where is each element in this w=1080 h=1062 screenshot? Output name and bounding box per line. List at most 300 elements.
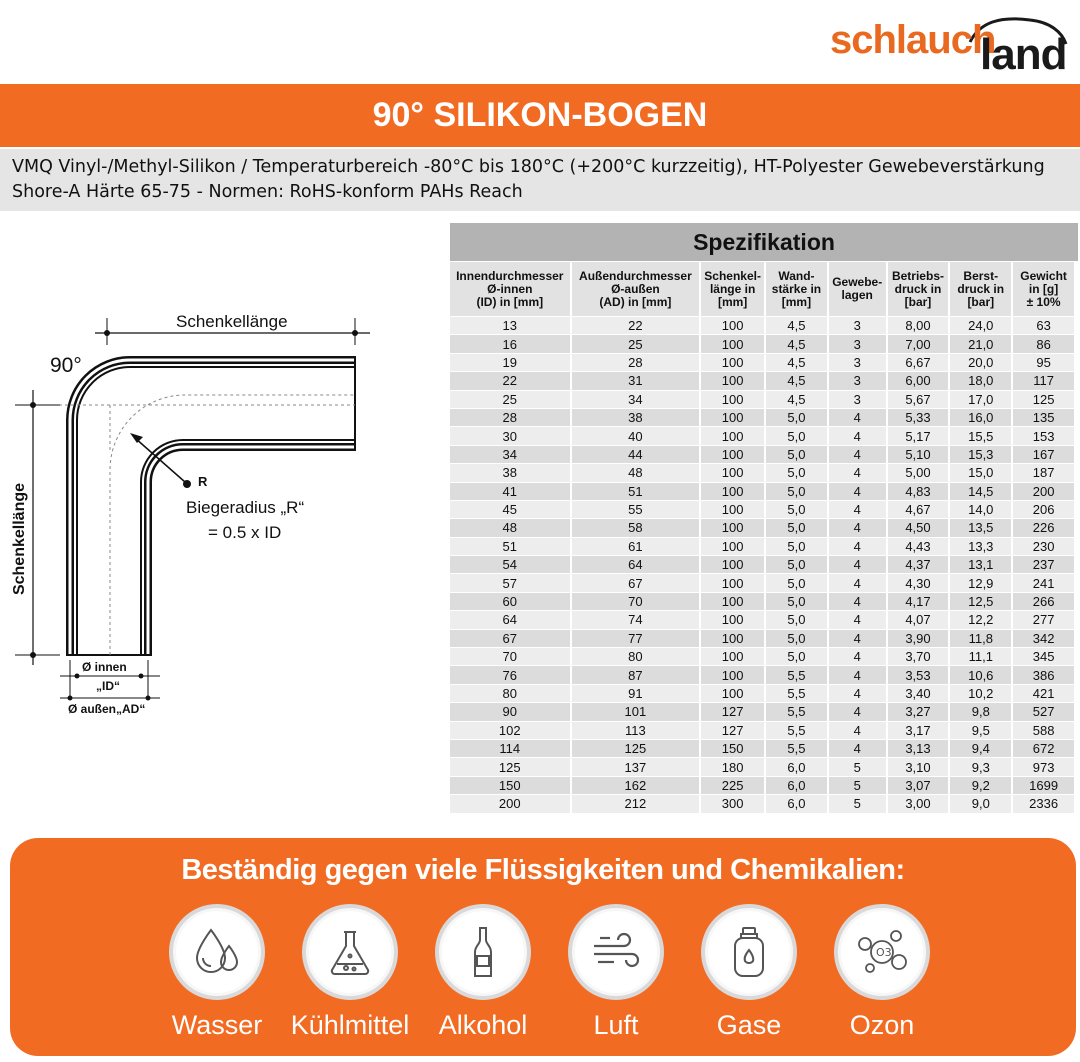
table-cell: 4 <box>829 483 886 500</box>
table-cell: 4 <box>829 538 886 555</box>
table-cell: 80 <box>450 685 570 702</box>
logo-text-dark: land <box>980 30 1067 79</box>
table-cell: 15,3 <box>950 446 1011 463</box>
table-header-line: druck in <box>894 281 942 296</box>
page-title: 90° SILIKON-BOGEN <box>372 96 708 134</box>
table-cell: 31 <box>572 372 700 389</box>
table-cell: 58 <box>572 519 700 536</box>
table-cell: 3,27 <box>888 703 949 720</box>
table-cell: 4,30 <box>888 574 949 591</box>
table-header-line: Wand- <box>778 268 815 283</box>
table-cell: 11,1 <box>950 648 1011 665</box>
table-cell: 4 <box>829 427 886 444</box>
table-header-line: Berst- <box>963 268 999 283</box>
table-cell: 15,5 <box>950 427 1011 444</box>
table-cell: 4,5 <box>766 354 827 371</box>
resistance-item-alkohol <box>423 898 543 1058</box>
table-cell: 6,0 <box>766 795 827 812</box>
table-cell: 95 <box>1013 354 1074 371</box>
brand-logo <box>830 8 1070 80</box>
table-cell: 3 <box>829 391 886 408</box>
table-cell: 101 <box>572 703 700 720</box>
table-row <box>450 574 1074 591</box>
table-cell: 5,0 <box>766 611 827 628</box>
table-cell: 10,6 <box>950 666 1011 683</box>
table-cell: 4,67 <box>888 501 949 518</box>
table-cell: 237 <box>1013 556 1074 573</box>
table-cell: 135 <box>1013 409 1074 426</box>
table-cell: 4 <box>829 722 886 739</box>
table-cell: 16 <box>450 335 570 352</box>
table-cell: 113 <box>572 722 700 739</box>
bend-radius-formula: = 0.5 x ID <box>208 523 282 542</box>
table-cell: 5,0 <box>766 648 827 665</box>
table-cell: 5,0 <box>766 483 827 500</box>
resistance-item-wasser <box>157 898 277 1058</box>
table-cell: 5,0 <box>766 501 827 518</box>
table-cell: 125 <box>1013 391 1074 408</box>
table-cell: 57 <box>450 574 570 591</box>
leg-length-top-label: Schenkellänge <box>176 312 288 331</box>
table-cell: 4,50 <box>888 519 949 536</box>
table-header-line: lagen <box>841 288 873 302</box>
table-header-line: Schenkel- <box>704 268 761 283</box>
table-cell: 4,83 <box>888 483 949 500</box>
table-cell: 3,90 <box>888 630 949 647</box>
outer-diameter-label: Ø außen„AD“ <box>68 702 146 716</box>
wind-icon <box>568 904 664 1000</box>
table-cell: 153 <box>1013 427 1074 444</box>
table-cell: 7,00 <box>888 335 949 352</box>
table-row <box>450 538 1074 555</box>
table-body <box>450 317 1074 813</box>
table-cell: 100 <box>701 648 764 665</box>
table-header-line: Ø-außen <box>611 281 660 296</box>
table-cell: 3,10 <box>888 758 949 775</box>
table-cell: 421 <box>1013 685 1074 702</box>
table-cell: 13,5 <box>950 519 1011 536</box>
table-cell: 127 <box>701 703 764 720</box>
table-header-line: Betriebs- <box>891 268 944 283</box>
table-header-line: Gewebe- <box>832 275 883 289</box>
table-cell: 51 <box>450 538 570 555</box>
table-cell: 20,0 <box>950 354 1011 371</box>
table-header-cell <box>1013 262 1074 316</box>
resistance-banner <box>10 838 1076 1056</box>
table-cell: 34 <box>450 446 570 463</box>
table-cell: 60 <box>450 593 570 610</box>
table-cell: 100 <box>701 630 764 647</box>
spec-grid <box>448 261 1076 814</box>
table-header-line: Gewicht <box>1020 268 1067 283</box>
table-cell: 100 <box>701 335 764 352</box>
table-cell: 41 <box>450 483 570 500</box>
table-cell: 70 <box>450 648 570 665</box>
table-cell: 100 <box>701 501 764 518</box>
table-header-cell <box>450 262 570 316</box>
table-cell: 100 <box>701 409 764 426</box>
table-cell: 4 <box>829 740 886 757</box>
table-cell: 67 <box>572 574 700 591</box>
table-cell: 100 <box>701 427 764 444</box>
table-row <box>450 777 1074 794</box>
table-cell: 9,5 <box>950 722 1011 739</box>
table-cell: 76 <box>450 666 570 683</box>
table-cell: 40 <box>572 427 700 444</box>
table-header-line: Außendurchmesser <box>579 268 692 283</box>
table-cell: 1699 <box>1013 777 1074 794</box>
table-cell: 5,0 <box>766 519 827 536</box>
table-cell: 5,00 <box>888 464 949 481</box>
table-cell: 5,5 <box>766 740 827 757</box>
table-header-line: [mm] <box>781 294 812 309</box>
table-cell: 5,0 <box>766 446 827 463</box>
table-cell: 51 <box>572 483 700 500</box>
specification-table <box>450 223 1078 814</box>
table-cell: 4 <box>829 519 886 536</box>
table-cell: 44 <box>572 446 700 463</box>
table-row <box>450 335 1074 352</box>
table-cell: 200 <box>1013 483 1074 500</box>
table-cell: 3 <box>829 335 886 352</box>
table-cell: 24,0 <box>950 317 1011 334</box>
table-cell: 4,5 <box>766 335 827 352</box>
table-header-line: [bar] <box>904 294 932 309</box>
table-cell: 5,5 <box>766 722 827 739</box>
table-cell: 5 <box>829 777 886 794</box>
table-cell: 4 <box>829 593 886 610</box>
table-cell: 70 <box>572 593 700 610</box>
material-info-line-2: Shore-A Härte 65-75 - Normen: RoHS-konform PAHs Reach <box>12 182 523 202</box>
resistance-title: Beständig gegen viele Flüssigkeiten und Chemikalien: <box>181 854 905 886</box>
table-cell: 67 <box>450 630 570 647</box>
table-cell: 277 <box>1013 611 1074 628</box>
table-cell: 167 <box>1013 446 1074 463</box>
table-cell: 127 <box>701 722 764 739</box>
table-cell: 100 <box>701 556 764 573</box>
table-cell: 5,0 <box>766 427 827 444</box>
table-cell: 5 <box>829 795 886 812</box>
table-cell: 5,0 <box>766 538 827 555</box>
table-cell: 5,0 <box>766 409 827 426</box>
table-cell: 212 <box>572 795 700 812</box>
specification-title: Spezifikation <box>450 223 1078 261</box>
resistance-item-ozon <box>822 898 942 1058</box>
table-cell: 100 <box>701 483 764 500</box>
table-header-cell <box>950 262 1011 316</box>
table-cell: 100 <box>701 464 764 481</box>
table-cell: 3,17 <box>888 722 949 739</box>
table-header-line: Ø-innen <box>487 281 533 296</box>
table-cell: 80 <box>572 648 700 665</box>
gas-bottle-icon <box>701 904 797 1000</box>
table-cell: 61 <box>572 538 700 555</box>
table-cell: 241 <box>1013 574 1074 591</box>
table-cell: 117 <box>1013 372 1074 389</box>
table-cell: 226 <box>1013 519 1074 536</box>
table-header-line: (AD) in [mm] <box>599 294 672 309</box>
resistance-item-luft <box>556 898 676 1058</box>
table-cell: 9,2 <box>950 777 1011 794</box>
table-cell: 55 <box>572 501 700 518</box>
table-cell: 3 <box>829 354 886 371</box>
table-cell: 100 <box>701 317 764 334</box>
table-cell: 200 <box>450 795 570 812</box>
table-cell: 266 <box>1013 593 1074 610</box>
table-cell: 9,3 <box>950 758 1011 775</box>
table-header-cell <box>888 262 949 316</box>
table-cell: 150 <box>701 740 764 757</box>
table-cell: 6,00 <box>888 372 949 389</box>
table-cell: 5,0 <box>766 593 827 610</box>
ozone-icon <box>834 904 930 1000</box>
table-cell: 38 <box>450 464 570 481</box>
table-cell: 22 <box>450 372 570 389</box>
table-cell: 100 <box>701 611 764 628</box>
resistance-item-gase <box>689 898 809 1058</box>
resistance-label: Luft <box>593 1010 639 1040</box>
table-cell: 74 <box>572 611 700 628</box>
table-row <box>450 409 1074 426</box>
elbow-diagram <box>0 290 440 730</box>
logo-text-orange: schlauch <box>830 18 996 62</box>
table-cell: 5,0 <box>766 574 827 591</box>
table-row <box>450 556 1074 573</box>
table-cell: 5,17 <box>888 427 949 444</box>
table-cell: 5,0 <box>766 556 827 573</box>
table-cell: 48 <box>572 464 700 481</box>
table-cell: 6,67 <box>888 354 949 371</box>
table-cell: 4 <box>829 630 886 647</box>
table-cell: 14,0 <box>950 501 1011 518</box>
table-cell: 102 <box>450 722 570 739</box>
table-cell: 125 <box>572 740 700 757</box>
table-row <box>450 740 1074 757</box>
title-bar <box>0 84 1080 147</box>
table-cell: 77 <box>572 630 700 647</box>
table-row <box>450 519 1074 536</box>
table-header-line: länge in <box>709 281 756 296</box>
table-cell: 5,5 <box>766 685 827 702</box>
table-row <box>450 317 1074 334</box>
table-cell: 100 <box>701 666 764 683</box>
table-cell: 22 <box>572 317 700 334</box>
table-cell: 4 <box>829 464 886 481</box>
table-cell: 206 <box>1013 501 1074 518</box>
resistance-label: Wasser <box>171 1010 263 1040</box>
table-cell: 17,0 <box>950 391 1011 408</box>
table-cell: 91 <box>572 685 700 702</box>
table-cell: 300 <box>701 795 764 812</box>
table-cell: 150 <box>450 777 570 794</box>
table-cell: 137 <box>572 758 700 775</box>
table-cell: 30 <box>450 427 570 444</box>
inner-diameter-abbr: „ID“ <box>96 679 120 693</box>
water-drops-icon <box>169 904 265 1000</box>
table-cell: 25 <box>450 391 570 408</box>
table-cell: 4 <box>829 703 886 720</box>
table-cell: 6,0 <box>766 758 827 775</box>
table-cell: 973 <box>1013 758 1074 775</box>
table-cell: 5,67 <box>888 391 949 408</box>
table-header-cell <box>766 262 827 316</box>
table-cell: 125 <box>450 758 570 775</box>
table-cell: 4 <box>829 648 886 665</box>
table-row <box>450 391 1074 408</box>
angle-label: 90° <box>50 354 82 377</box>
table-cell: 5 <box>829 758 886 775</box>
table-cell: 10,2 <box>950 685 1011 702</box>
material-info-line-1: VMQ Vinyl-/Methyl-Silikon / Temperaturbereich -80°C bis 180°C (+200°C kurzzeitig), HT-Polyester Gewebeverstärkung <box>12 157 1045 177</box>
table-cell: 386 <box>1013 666 1074 683</box>
table-header-line: stärke in <box>771 281 822 296</box>
table-cell: 100 <box>701 574 764 591</box>
table-cell: 4 <box>829 611 886 628</box>
table-cell: 4,07 <box>888 611 949 628</box>
resistance-label: Ozon <box>849 1010 915 1040</box>
table-cell: 4 <box>829 556 886 573</box>
table-cell: 4,5 <box>766 391 827 408</box>
table-header-line: in [g] <box>1028 281 1059 296</box>
table-cell: 100 <box>701 538 764 555</box>
table-cell: 15,0 <box>950 464 1011 481</box>
table-row <box>450 758 1074 775</box>
table-cell: 5,33 <box>888 409 949 426</box>
resistance-item-kuehlmittel <box>290 898 410 1058</box>
table-row <box>450 372 1074 389</box>
table-cell: 12,2 <box>950 611 1011 628</box>
table-cell: 3 <box>829 372 886 389</box>
table-row <box>450 630 1074 647</box>
table-cell: 4,43 <box>888 538 949 555</box>
table-row <box>450 703 1074 720</box>
table-header-line: druck in <box>957 281 1005 296</box>
table-cell: 4 <box>829 501 886 518</box>
table-cell: 12,9 <box>950 574 1011 591</box>
table-cell: 3,13 <box>888 740 949 757</box>
table-cell: 21,0 <box>950 335 1011 352</box>
table-cell: 19 <box>450 354 570 371</box>
table-cell: 4 <box>829 685 886 702</box>
table-cell: 5,5 <box>766 703 827 720</box>
table-row <box>450 722 1074 739</box>
table-cell: 5,10 <box>888 446 949 463</box>
table-header-row <box>450 262 1074 316</box>
table-row <box>450 483 1074 500</box>
table-cell: 162 <box>572 777 700 794</box>
table-cell: 100 <box>701 391 764 408</box>
table-cell: 4,37 <box>888 556 949 573</box>
table-header-line: [mm] <box>717 294 748 309</box>
inner-diameter-label: Ø innen <box>82 660 127 674</box>
table-cell: 5,0 <box>766 630 827 647</box>
table-cell: 5,0 <box>766 464 827 481</box>
table-cell: 9,4 <box>950 740 1011 757</box>
radius-marker: R <box>198 474 208 489</box>
table-cell: 4 <box>829 666 886 683</box>
table-header-line: (ID) in [mm] <box>476 294 544 309</box>
table-cell: 5,5 <box>766 666 827 683</box>
table-cell: 114 <box>450 740 570 757</box>
resistance-label: Alkohol <box>438 1010 528 1040</box>
table-cell: 34 <box>572 391 700 408</box>
table-cell: 13,3 <box>950 538 1011 555</box>
table-cell: 3 <box>829 317 886 334</box>
table-row <box>450 593 1074 610</box>
table-row <box>450 501 1074 518</box>
leg-length-side-label: Schenkellänge <box>11 482 28 596</box>
table-cell: 6,0 <box>766 777 827 794</box>
table-cell: 12,5 <box>950 593 1011 610</box>
table-cell: 342 <box>1013 630 1074 647</box>
bottle-icon <box>435 904 531 1000</box>
table-cell: 4 <box>829 409 886 426</box>
table-cell: 100 <box>701 372 764 389</box>
table-row <box>450 464 1074 481</box>
table-row <box>450 666 1074 683</box>
table-cell: 54 <box>450 556 570 573</box>
material-info <box>0 149 1080 211</box>
table-cell: 87 <box>572 666 700 683</box>
bend-radius-label: Biegeradius „R“ <box>186 498 305 517</box>
table-cell: 28 <box>572 354 700 371</box>
table-cell: 64 <box>450 611 570 628</box>
table-cell: 64 <box>572 556 700 573</box>
table-cell: 25 <box>572 335 700 352</box>
table-cell: 3,07 <box>888 777 949 794</box>
table-header-line: Innendurchmesser <box>456 268 564 283</box>
table-cell: 527 <box>1013 703 1074 720</box>
table-cell: 225 <box>701 777 764 794</box>
table-cell: 45 <box>450 501 570 518</box>
table-header-cell <box>701 262 764 316</box>
table-cell: 4,5 <box>766 317 827 334</box>
table-row <box>450 446 1074 463</box>
table-cell: 63 <box>1013 317 1074 334</box>
table-cell: 16,0 <box>950 409 1011 426</box>
table-cell: 100 <box>701 519 764 536</box>
table-cell: 4,17 <box>888 593 949 610</box>
table-cell: 3,40 <box>888 685 949 702</box>
table-cell: 28 <box>450 409 570 426</box>
table-cell: 100 <box>701 446 764 463</box>
table-cell: 13 <box>450 317 570 334</box>
resistance-label: Kühlmittel <box>290 1010 410 1040</box>
table-row <box>450 795 1074 812</box>
table-cell: 4 <box>829 574 886 591</box>
table-cell: 13,1 <box>950 556 1011 573</box>
table-cell: 2336 <box>1013 795 1074 812</box>
table-cell: 11,8 <box>950 630 1011 647</box>
table-header-line: ± 10% <box>1026 294 1061 309</box>
table-cell: 100 <box>701 354 764 371</box>
table-cell: 100 <box>701 685 764 702</box>
flask-icon <box>302 904 398 1000</box>
table-row <box>450 427 1074 444</box>
table-cell: 187 <box>1013 464 1074 481</box>
table-cell: 4 <box>829 446 886 463</box>
table-cell: 180 <box>701 758 764 775</box>
table-cell: 3,70 <box>888 648 949 665</box>
table-cell: 230 <box>1013 538 1074 555</box>
table-row <box>450 685 1074 702</box>
table-cell: 672 <box>1013 740 1074 757</box>
table-cell: 4,5 <box>766 372 827 389</box>
table-header-cell <box>829 262 886 316</box>
table-cell: 18,0 <box>950 372 1011 389</box>
table-cell: 100 <box>701 593 764 610</box>
table-cell: 86 <box>1013 335 1074 352</box>
